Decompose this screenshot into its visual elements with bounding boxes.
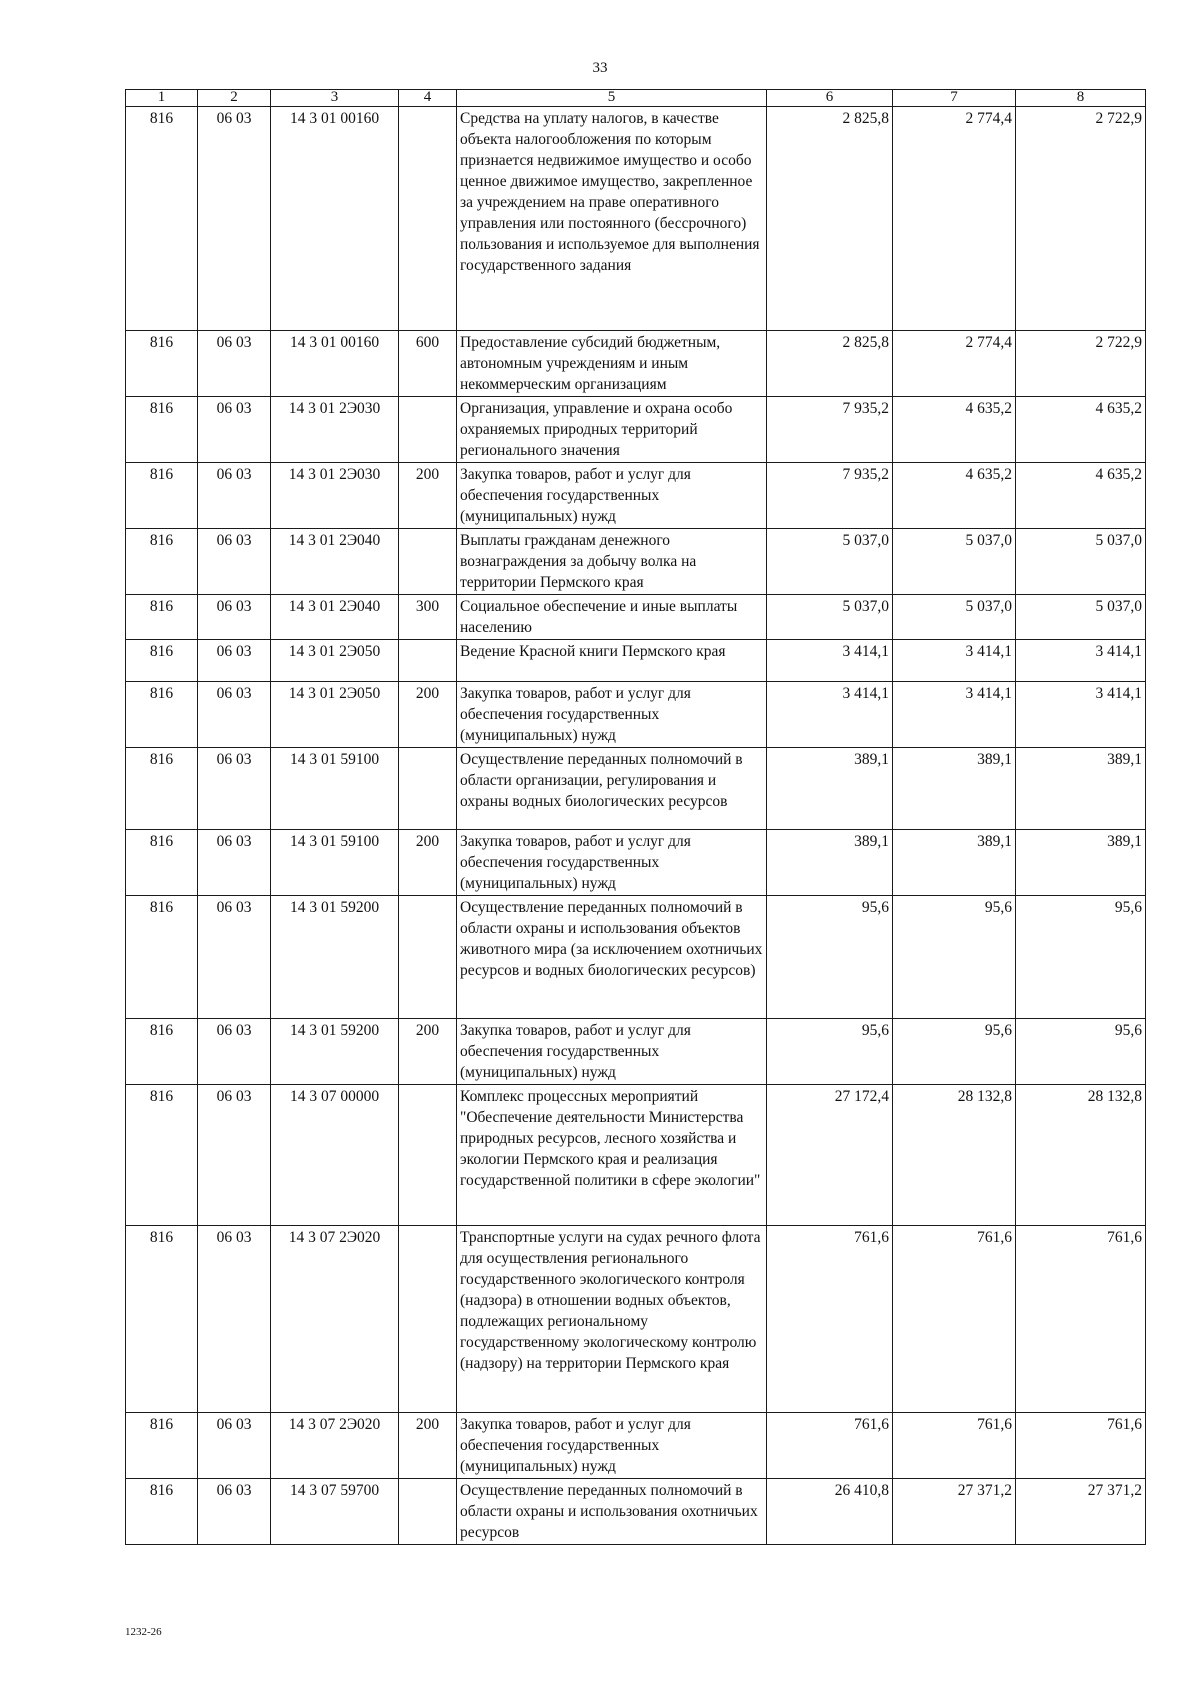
- cell-target-article-code: 14 3 01 59100: [271, 830, 399, 896]
- cell-amount-year-2: 761,6: [893, 1226, 1016, 1413]
- budget-table: [125, 89, 1146, 1545]
- page-number: 33: [592, 60, 608, 76]
- cell-amount-year-3: 761,6: [1016, 1413, 1146, 1479]
- cell-section-code: 06 03: [198, 1479, 271, 1545]
- cell-amount-year-2: 2 774,4: [893, 107, 1016, 331]
- cell-description: Осуществление переданных полномочий в области организации, регулирования и охраны водных биологических ресурсов: [457, 748, 767, 830]
- cell-expense-type-code: [399, 1085, 457, 1226]
- cell-amount-year-1: 5 037,0: [767, 529, 893, 595]
- cell-grbs-code: 816: [126, 748, 198, 830]
- cell-section-code: 06 03: [198, 595, 271, 640]
- header-col-4: 4: [399, 90, 457, 107]
- cell-grbs-code: 816: [126, 896, 198, 1019]
- cell-section-code: 06 03: [198, 397, 271, 463]
- table-row: [126, 682, 1146, 748]
- cell-description: Организация, управление и охрана особо охраняемых природных территорий регионального значения: [457, 397, 767, 463]
- table-row: [126, 896, 1146, 1019]
- cell-expense-type-code: [399, 397, 457, 463]
- cell-amount-year-2: 389,1: [893, 748, 1016, 830]
- cell-grbs-code: 816: [126, 640, 198, 682]
- cell-target-article-code: 14 3 07 2Э020: [271, 1413, 399, 1479]
- cell-amount-year-1: 3 414,1: [767, 640, 893, 682]
- cell-expense-type-code: 600: [399, 331, 457, 397]
- cell-section-code: 06 03: [198, 640, 271, 682]
- cell-amount-year-1: 7 935,2: [767, 397, 893, 463]
- table-row: [126, 1226, 1146, 1413]
- cell-description: Закупка товаров, работ и услуг для обеспечения государственных (муниципальных) нужд: [457, 463, 767, 529]
- cell-amount-year-1: 3 414,1: [767, 682, 893, 748]
- cell-amount-year-1: 7 935,2: [767, 463, 893, 529]
- cell-expense-type-code: 200: [399, 463, 457, 529]
- cell-amount-year-2: 3 414,1: [893, 640, 1016, 682]
- cell-expense-type-code: [399, 107, 457, 331]
- cell-section-code: 06 03: [198, 463, 271, 529]
- cell-description: Осуществление переданных полномочий в области охраны и использования охотничьих ресурсов: [457, 1479, 767, 1545]
- cell-grbs-code: 816: [126, 529, 198, 595]
- header-col-5: 5: [457, 90, 767, 107]
- cell-target-article-code: 14 3 01 2Э030: [271, 463, 399, 529]
- table-row: [126, 107, 1146, 331]
- cell-amount-year-2: 28 132,8: [893, 1085, 1016, 1226]
- cell-section-code: 06 03: [198, 1226, 271, 1413]
- cell-target-article-code: 14 3 01 00160: [271, 107, 399, 331]
- header-col-2: 2: [198, 90, 271, 107]
- table-row: [126, 331, 1146, 397]
- cell-amount-year-2: 761,6: [893, 1413, 1016, 1479]
- cell-amount-year-3: 5 037,0: [1016, 595, 1146, 640]
- cell-amount-year-3: 5 037,0: [1016, 529, 1146, 595]
- table-row: [126, 830, 1146, 896]
- cell-section-code: 06 03: [198, 1413, 271, 1479]
- header-col-3: 3: [271, 90, 399, 107]
- header-col-1: 1: [126, 90, 198, 107]
- cell-grbs-code: 816: [126, 331, 198, 397]
- cell-grbs-code: 816: [126, 107, 198, 331]
- cell-section-code: 06 03: [198, 1019, 271, 1085]
- cell-expense-type-code: [399, 640, 457, 682]
- cell-expense-type-code: 200: [399, 682, 457, 748]
- table-row: [126, 529, 1146, 595]
- cell-section-code: 06 03: [198, 331, 271, 397]
- cell-amount-year-3: 389,1: [1016, 748, 1146, 830]
- table-row: [126, 1479, 1146, 1545]
- cell-amount-year-1: 26 410,8: [767, 1479, 893, 1545]
- table-row: [126, 748, 1146, 830]
- cell-description: Закупка товаров, работ и услуг для обеспечения государственных (муниципальных) нужд: [457, 1413, 767, 1479]
- cell-description: Закупка товаров, работ и услуг для обеспечения государственных (муниципальных) нужд: [457, 682, 767, 748]
- cell-description: Средства на уплату налогов, в качестве объекта налогообложения по которым признается недвижимое имущество и особо ценное движимое имущество, закрепленное за учреждением на праве оперативного управления или постоянного (бессрочного) пользования и используемое для выполнения государственного задания: [457, 107, 767, 331]
- cell-target-article-code: 14 3 01 2Э040: [271, 595, 399, 640]
- cell-amount-year-2: 389,1: [893, 830, 1016, 896]
- cell-amount-year-1: 761,6: [767, 1413, 893, 1479]
- header-col-7: 7: [893, 90, 1016, 107]
- cell-amount-year-3: 389,1: [1016, 830, 1146, 896]
- table-row: [126, 463, 1146, 529]
- cell-amount-year-3: 4 635,2: [1016, 397, 1146, 463]
- cell-section-code: 06 03: [198, 896, 271, 1019]
- cell-description: Осуществление переданных полномочий в области охраны и использования объектов животного мира (за исключением охотничьих ресурсов и водных биологических ресурсов): [457, 896, 767, 1019]
- header-col-6: 6: [767, 90, 893, 107]
- cell-section-code: 06 03: [198, 682, 271, 748]
- cell-target-article-code: 14 3 01 2Э050: [271, 640, 399, 682]
- cell-target-article-code: 14 3 07 00000: [271, 1085, 399, 1226]
- cell-amount-year-2: 27 371,2: [893, 1479, 1016, 1545]
- cell-expense-type-code: [399, 896, 457, 1019]
- cell-amount-year-1: 2 825,8: [767, 107, 893, 331]
- cell-description: Комплекс процессных мероприятий "Обеспечение деятельности Министерства природных ресурсов, лесного хозяйства и экологии Пермского края и реализация государственной политики в сфере экологии": [457, 1085, 767, 1226]
- cell-target-article-code: 14 3 01 59200: [271, 1019, 399, 1085]
- cell-amount-year-3: 761,6: [1016, 1226, 1146, 1413]
- cell-amount-year-1: 2 825,8: [767, 331, 893, 397]
- cell-target-article-code: 14 3 01 59200: [271, 896, 399, 1019]
- cell-amount-year-1: 5 037,0: [767, 595, 893, 640]
- cell-target-article-code: 14 3 01 2Э030: [271, 397, 399, 463]
- cell-grbs-code: 816: [126, 595, 198, 640]
- cell-description: Транспортные услуги на судах речного флота для осуществления регионального государственного экологического контроля (надзора) в отношении водных объектов, подлежащих региональному государственному экологическому контролю (надзору) на территории Пермского края: [457, 1226, 767, 1413]
- cell-expense-type-code: 300: [399, 595, 457, 640]
- cell-amount-year-2: 95,6: [893, 896, 1016, 1019]
- cell-amount-year-2: 3 414,1: [893, 682, 1016, 748]
- cell-amount-year-3: 2 722,9: [1016, 331, 1146, 397]
- cell-target-article-code: 14 3 01 2Э050: [271, 682, 399, 748]
- header-col-8: 8: [1016, 90, 1146, 107]
- cell-amount-year-3: 4 635,2: [1016, 463, 1146, 529]
- cell-grbs-code: 816: [126, 463, 198, 529]
- cell-grbs-code: 816: [126, 682, 198, 748]
- cell-amount-year-1: 95,6: [767, 896, 893, 1019]
- cell-amount-year-2: 5 037,0: [893, 529, 1016, 595]
- cell-section-code: 06 03: [198, 1085, 271, 1226]
- cell-expense-type-code: 200: [399, 830, 457, 896]
- cell-grbs-code: 816: [126, 397, 198, 463]
- cell-amount-year-1: 27 172,4: [767, 1085, 893, 1226]
- cell-amount-year-1: 389,1: [767, 830, 893, 896]
- cell-section-code: 06 03: [198, 107, 271, 331]
- cell-amount-year-3: 95,6: [1016, 896, 1146, 1019]
- header-row: [126, 90, 1146, 107]
- cell-amount-year-3: 2 722,9: [1016, 107, 1146, 331]
- cell-expense-type-code: 200: [399, 1413, 457, 1479]
- table-row: [126, 1019, 1146, 1085]
- cell-target-article-code: 14 3 07 59700: [271, 1479, 399, 1545]
- cell-grbs-code: 816: [126, 1019, 198, 1085]
- cell-amount-year-3: 28 132,8: [1016, 1085, 1146, 1226]
- cell-description: Закупка товаров, работ и услуг для обеспечения государственных (муниципальных) нужд: [457, 1019, 767, 1085]
- cell-amount-year-2: 5 037,0: [893, 595, 1016, 640]
- cell-description: Выплаты гражданам денежного вознаграждения за добычу волка на территории Пермского края: [457, 529, 767, 595]
- cell-description: Закупка товаров, работ и услуг для обеспечения государственных (муниципальных) нужд: [457, 830, 767, 896]
- cell-amount-year-1: 95,6: [767, 1019, 893, 1085]
- cell-grbs-code: 816: [126, 1413, 198, 1479]
- cell-grbs-code: 816: [126, 1479, 198, 1545]
- cell-grbs-code: 816: [126, 1085, 198, 1226]
- cell-expense-type-code: [399, 529, 457, 595]
- cell-amount-year-2: 95,6: [893, 1019, 1016, 1085]
- table-row: [126, 1085, 1146, 1226]
- table-row: [126, 595, 1146, 640]
- document-code: 1232-26: [125, 1626, 162, 1638]
- table-row: [126, 640, 1146, 682]
- cell-section-code: 06 03: [198, 830, 271, 896]
- cell-amount-year-2: 4 635,2: [893, 397, 1016, 463]
- cell-amount-year-1: 389,1: [767, 748, 893, 830]
- cell-description: Предоставление субсидий бюджетным, автономным учреждениям и иным некоммерческим организациям: [457, 331, 767, 397]
- cell-grbs-code: 816: [126, 1226, 198, 1413]
- cell-description: Ведение Красной книги Пермского края: [457, 640, 767, 682]
- cell-expense-type-code: [399, 1479, 457, 1545]
- cell-section-code: 06 03: [198, 529, 271, 595]
- cell-target-article-code: 14 3 01 59100: [271, 748, 399, 830]
- cell-expense-type-code: [399, 748, 457, 830]
- cell-target-article-code: 14 3 01 00160: [271, 331, 399, 397]
- table-row: [126, 1413, 1146, 1479]
- cell-amount-year-2: 2 774,4: [893, 331, 1016, 397]
- cell-amount-year-2: 4 635,2: [893, 463, 1016, 529]
- cell-amount-year-1: 761,6: [767, 1226, 893, 1413]
- table-row: [126, 397, 1146, 463]
- cell-amount-year-3: 95,6: [1016, 1019, 1146, 1085]
- cell-amount-year-3: 27 371,2: [1016, 1479, 1146, 1545]
- cell-target-article-code: 14 3 01 2Э040: [271, 529, 399, 595]
- cell-amount-year-3: 3 414,1: [1016, 682, 1146, 748]
- cell-expense-type-code: 200: [399, 1019, 457, 1085]
- cell-description: Социальное обеспечение и иные выплаты населению: [457, 595, 767, 640]
- cell-grbs-code: 816: [126, 830, 198, 896]
- cell-expense-type-code: [399, 1226, 457, 1413]
- cell-section-code: 06 03: [198, 748, 271, 830]
- cell-target-article-code: 14 3 07 2Э020: [271, 1226, 399, 1413]
- cell-amount-year-3: 3 414,1: [1016, 640, 1146, 682]
